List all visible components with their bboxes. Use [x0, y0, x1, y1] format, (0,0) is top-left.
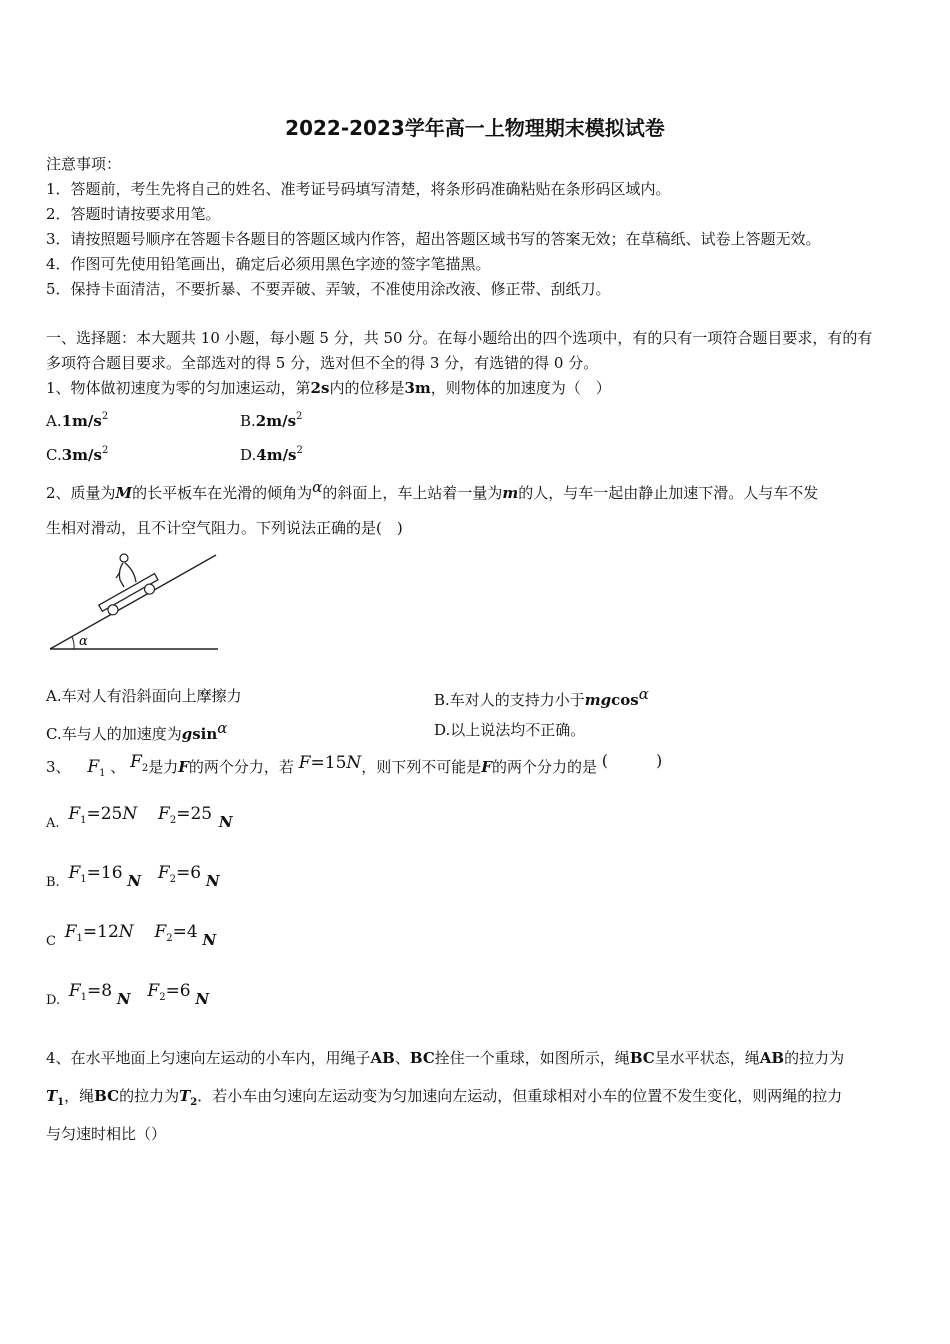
notice-item: 2．答题时请按要求用笔。	[46, 205, 221, 223]
section-instruction-line1: 一、选择题：本大题共 10 小题，每小题 5 分，共 50 分。在每小题给出的四个选项中，有的只有一项符合题目要求，有的有	[46, 329, 873, 347]
question-2-option-b[interactable]: B.车对人的支持力小于mgcosα	[434, 685, 649, 709]
notice-item: 4．作图可先使用铅笔画出，确定后必须用黑色字迹的签字笔描黑。	[46, 255, 491, 273]
question-3-option-c[interactable]: C $F^1=12N$ $F^2=4$ N	[46, 922, 217, 949]
question-4-stem-line1: 4、在水平地面上匀速向左运动的小车内，用绳子AB、BC拴住一个重球，如图所示，绳BC呈水平状态，绳AB的拉力为	[46, 1049, 845, 1067]
question-2-stem-line2: 生相对滑动，且不计空气阻力。下列说法正确的是( )	[46, 519, 403, 537]
question-1-stem: 1、物体做初速度为零的匀加速运动，第2s内的位移是3m，则物体的加速度为（ ）	[46, 379, 611, 397]
question-2-option-d[interactable]: D.以上说法均不正确。	[434, 721, 586, 739]
question-1-option-d[interactable]: $D.4m/s^2$	[240, 445, 303, 464]
question-4-stem-line2: $T_1$，绳BC的拉力为$T_2$．若小车由匀速向左运动变为匀加速向左运动，但重球相对小车的位置不发生变化，则两绳的拉力	[46, 1087, 843, 1108]
question-3-option-a[interactable]: A. $F^1=25N$ $F^2=25$ N	[46, 804, 233, 831]
notice-item: 1．答题前，考生先将自己的姓名、准考证号码填写清楚，将条形码准确粘贴在条形码区域内。	[46, 180, 671, 198]
exam-title: 2022-2023学年高一上物理期末模拟试卷	[285, 116, 665, 140]
question-1-option-b[interactable]: $B.2m/s^2$	[240, 411, 303, 430]
incline-cart-figure	[46, 550, 221, 654]
question-3-option-d[interactable]: D. $F^1=8$ N $F^2=6$ N	[46, 981, 210, 1008]
question-1-option-a[interactable]: $A.1m/s^2$	[46, 411, 109, 430]
question-2-option-a[interactable]: A.车对人有沿斜面向上摩擦力	[46, 687, 242, 705]
section-instruction-line2: 多项符合题目要求。全部选对的得 5 分，选对但不全的得 3 分，有选错的得 0 分。	[46, 354, 599, 372]
notice-item: 5．保持卡面清洁，不要折暴、不要弄破、弄皱，不准使用涂改液、修正带、刮纸刀。	[46, 280, 611, 298]
question-2-stem-line1: 2、质量为M的长平板车在光滑的倾角为α的斜面上，车上站着一量为m的人，与车一起由静止加速下滑。人与车不发	[46, 478, 819, 502]
question-4-stem-line3: 与匀速时相比（）	[46, 1125, 167, 1143]
question-1-option-c[interactable]: $C.3m/s^2$	[46, 445, 109, 464]
question-3-option-b[interactable]: B. $F^1=16$ N $F^2=6$ N	[46, 863, 220, 890]
angle-alpha-label: α	[79, 634, 88, 649]
notice-item: 3．请按照题号顺序在答题卡各题目的答题区域内作答，超出答题区域书写的答案无效；在草稿纸、试卷上答题无效。	[46, 230, 821, 248]
notice-heading: 注意事项：	[46, 155, 122, 173]
question-3-stem: 3、 $F_1$ 、 $F_2$是力F的两个分力，若 F=15N，则下列不可能是F的两个分力的是 ( )	[46, 751, 663, 779]
question-2-option-c[interactable]: C.车与人的加速度为gsinα	[46, 719, 228, 743]
